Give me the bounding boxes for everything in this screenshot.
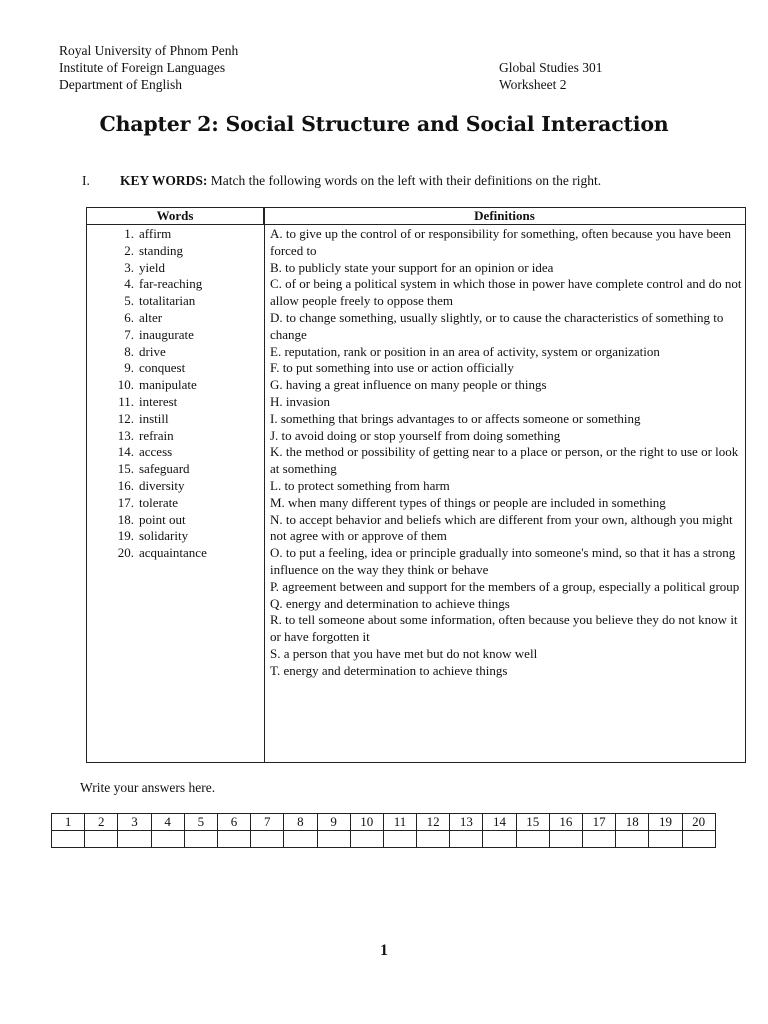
answer-number-cell: 6 [217, 814, 250, 831]
answer-blank-cell[interactable] [616, 831, 649, 848]
words-list [87, 226, 264, 562]
word-item [87, 461, 264, 478]
answer-number-cell: 4 [151, 814, 184, 831]
answer-blank-cell[interactable] [417, 831, 450, 848]
word-item [87, 411, 264, 428]
answer-number-cell: 17 [583, 814, 616, 831]
answer-number-cell: 8 [284, 814, 317, 831]
answer-blank-cell[interactable] [118, 831, 151, 848]
word-item [87, 512, 264, 529]
word-number: 1. [124, 226, 134, 241]
word-text: alter [139, 309, 163, 325]
word-item [87, 495, 264, 512]
answer-blank-cell[interactable] [85, 831, 118, 848]
worksheet-label: Worksheet 2 [499, 77, 567, 92]
word-text: access [139, 444, 173, 460]
definition-item: Q. energy and determination to achieve things [270, 595, 510, 611]
word-item [87, 327, 264, 344]
answer-blank-cell[interactable] [284, 831, 317, 848]
answer-blank-cell[interactable] [383, 831, 416, 848]
document-header [59, 42, 639, 93]
header-row [59, 59, 639, 76]
answer-number-cell: 3 [118, 814, 151, 831]
answer-number-row [52, 814, 716, 831]
word-text: manipulate [139, 377, 197, 393]
answer-blank-cell[interactable] [450, 831, 483, 848]
definition-item: F. to put something into use or action officially [270, 360, 514, 376]
answer-number-cell: 16 [549, 814, 582, 831]
word-text: tolerate [139, 494, 178, 510]
word-item [87, 428, 264, 445]
word-text: point out [139, 511, 186, 527]
answer-number-cell: 15 [516, 814, 549, 831]
word-text: safeguard [139, 461, 190, 477]
word-number: 4. [124, 276, 134, 292]
answer-blank-cell[interactable] [350, 831, 383, 848]
definition-item: K. the method or possibility of getting near to a place or person, or the right to use or look at something [270, 444, 739, 477]
word-text: standing [139, 242, 184, 258]
definition-item: D. to change something, usually slightly, or to cause the characteristics of something to change [270, 309, 724, 342]
word-item [87, 478, 264, 495]
definition-item: G. having a great influence on many people or things [270, 377, 547, 393]
answer-blank-cell[interactable] [217, 831, 250, 848]
word-item [87, 394, 264, 411]
word-item [87, 377, 264, 394]
section-heading [82, 173, 601, 189]
word-number: 12. [117, 410, 134, 426]
answer-blank-cell[interactable] [649, 831, 682, 848]
section-number: I. [82, 173, 90, 188]
answer-number-cell: 2 [85, 814, 118, 831]
definition-item: M. when many different types of things or people are included in something [270, 494, 666, 510]
answer-blank-cell[interactable] [682, 831, 715, 848]
word-number: 20. [117, 545, 134, 561]
answer-number-cell: 7 [251, 814, 284, 831]
answer-blank-cell[interactable] [583, 831, 616, 848]
definition-item: I. something that brings advantages to or affects someone or something [270, 410, 641, 426]
definition-item: E. reputation, rank or position in an area of activity, system or organization [270, 343, 660, 359]
answer-prompt: Write your answers here. [80, 780, 216, 795]
word-number: 10. [117, 377, 134, 393]
university-name: Royal University of Phnom Penh [59, 43, 239, 58]
word-item [87, 276, 264, 293]
word-text: affirm [139, 226, 172, 241]
answer-number-cell: 11 [383, 814, 416, 831]
definition-item: N. to accept behavior and beliefs which are different from your own, although you might not agree with or approve of them [270, 511, 733, 544]
word-number: 11. [118, 393, 134, 409]
definition-item: R. to tell someone about some information, often because you believe they do not know it or have forgotten it [270, 612, 738, 645]
definition-item: C. of or being a political system in which those in power have complete control and do not allow people freely to oppose them [270, 276, 742, 309]
answer-number-cell: 20 [682, 814, 715, 831]
header-row [59, 42, 639, 59]
word-item [87, 528, 264, 545]
word-item [87, 226, 264, 243]
word-item [87, 260, 264, 277]
word-number: 16. [117, 477, 134, 493]
word-number: 5. [124, 293, 134, 309]
word-item [87, 293, 264, 310]
word-number: 3. [124, 259, 134, 275]
answer-number-cell: 5 [184, 814, 217, 831]
word-text: interest [139, 393, 178, 409]
department-name: Department of English [59, 77, 182, 92]
word-number: 18. [117, 511, 134, 527]
word-text: yield [139, 259, 165, 275]
answer-blank-cell[interactable] [251, 831, 284, 848]
definition-item: J. to avoid doing or stop yourself from doing something [270, 427, 561, 443]
table-header [87, 208, 745, 225]
word-text: far-reaching [139, 276, 203, 292]
page-title: Chapter 2: Social Structure and Social Interaction [99, 112, 669, 136]
definition-item: P. agreement between and support for the members of a group, especially a political group [270, 578, 740, 594]
definition-item: L. to protect something from harm [270, 477, 450, 493]
word-number: 6. [124, 309, 134, 325]
definition-item: B. to publicly state your support for an opinion or idea [270, 259, 554, 275]
header-row [59, 76, 639, 93]
words-column-header: Words [87, 208, 264, 224]
definition-item: S. a person that you have met but do not know well [270, 645, 538, 661]
definition-item: A. to give up the control of or responsibility for something, often because you have been forced to [270, 226, 732, 258]
answer-number-cell: 9 [317, 814, 350, 831]
word-text: refrain [139, 427, 174, 443]
word-text: solidarity [139, 528, 189, 544]
word-item [87, 444, 264, 461]
word-text: drive [139, 343, 166, 359]
definition-item: H. invasion [270, 393, 330, 409]
word-number: 8. [124, 343, 134, 359]
word-number: 19. [117, 528, 134, 544]
word-text: acquaintance [139, 545, 207, 561]
page-number: 1 [380, 942, 388, 959]
answer-number-cell: 1 [52, 814, 85, 831]
course-name: Global Studies 301 [499, 60, 603, 75]
word-number: 9. [124, 360, 134, 376]
answer-blank-cell[interactable] [52, 831, 85, 848]
answer-blank-cell[interactable] [483, 831, 516, 848]
word-text: conquest [139, 360, 186, 376]
answer-number-cell: 19 [649, 814, 682, 831]
word-number: 7. [124, 326, 134, 342]
institute-name: Institute of Foreign Languages [59, 60, 226, 75]
word-item [87, 360, 264, 377]
answer-grid [51, 813, 716, 848]
word-number: 15. [117, 461, 134, 477]
answer-number-cell: 12 [417, 814, 450, 831]
answer-number-cell: 18 [616, 814, 649, 831]
word-number: 17. [117, 494, 134, 510]
answer-blank-cell[interactable] [151, 831, 184, 848]
definition-item: T. energy and determination to achieve things [270, 662, 508, 678]
word-item [87, 310, 264, 327]
definitions-column-header: Definitions [474, 208, 535, 223]
word-text: instill [139, 410, 169, 426]
word-item [87, 545, 264, 562]
column-divider [264, 208, 265, 762]
word-number: 14. [117, 444, 134, 460]
word-item [87, 344, 264, 361]
answer-number-cell: 13 [450, 814, 483, 831]
word-number: 2. [124, 242, 134, 258]
matching-table [86, 207, 746, 763]
word-number: 13. [117, 427, 134, 443]
answer-blank-cell[interactable] [317, 831, 350, 848]
section-label: KEY WORDS: [120, 173, 208, 188]
answer-blank-cell[interactable] [516, 831, 549, 848]
word-item [87, 243, 264, 260]
definition-item: O. to put a feeling, idea or principle gradually into someone's mind, so that it has a strong influence on the way they think or behave [270, 545, 736, 577]
header-right-empty [499, 42, 639, 59]
definitions-list [270, 226, 742, 680]
section-instruction: Match the following words on the left with their definitions on the right. [207, 173, 602, 188]
answer-number-cell: 10 [350, 814, 383, 831]
answer-number-cell: 14 [483, 814, 516, 831]
answer-blank-cell[interactable] [549, 831, 582, 848]
answer-blank-cell[interactable] [184, 831, 217, 848]
word-text: diversity [139, 477, 185, 493]
answer-input-row [52, 831, 716, 848]
word-text: totalitarian [139, 293, 196, 309]
word-text: inaugurate [139, 326, 194, 342]
